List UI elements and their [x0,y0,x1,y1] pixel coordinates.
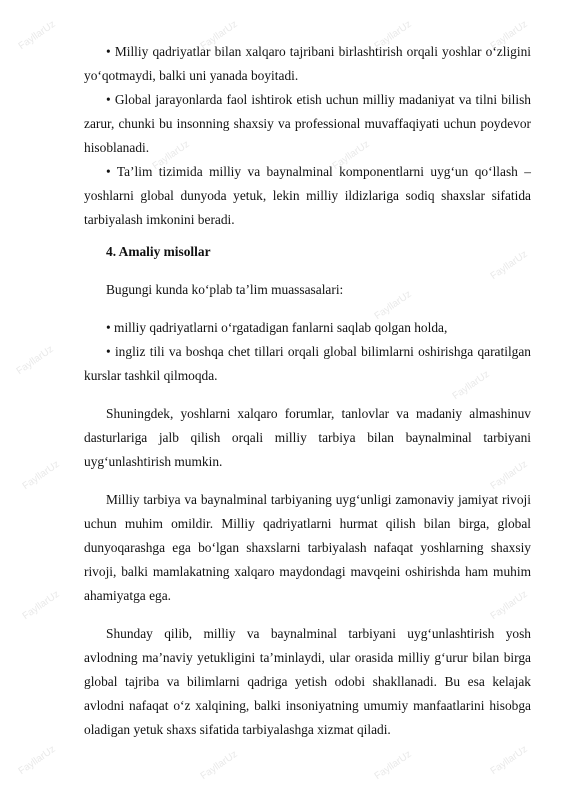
watermark: FayllarUz [16,743,58,778]
watermark: FayllarUz [488,743,530,778]
watermark: FayllarUz [14,343,56,378]
watermark: FayllarUz [488,458,530,493]
section-heading: 4. Amaliy misollar [106,244,211,259]
body-paragraph: Shuningdek, yoshlarni xalqaro forumlar, tanlovlar va madaniy almashinuv dasturlariga jalb qilish orqali milliy tarbiya bilan baynalminal tarbiyani uyg‘unlashtirish mumkin. [84,406,531,469]
bullet-paragraph: • Milliy qadriyatlar bilan xalqaro tajribani birlashtirish orqali yoshlar o‘zligini yo‘qotmaydi, balki uni yanada boyitadi. [84,44,531,83]
watermark: FayllarUz [330,138,372,173]
body-paragraph: Shunday qilib, milliy va baynalminal tarbiyani uyg‘unlashtirish yosh avlodning ma’naviy yetukligini ta’minlaydi, ular orasida milliy g‘urur bilan birga global tajriba va bilimlarni qadriga yetish odobi shakllanadi. Bu esa kelajak avlodni nafaqat o‘z xalqining, balki insoniyatning umumiy manfaatlarini hisobga oladigan yetuk shaxs sifatida tarbiyalashga xizmat qiladi. [84,626,531,737]
watermark: FayllarUz [488,18,530,53]
list-item: • ingliz tili va boshqa chet tillari orqali global bilimlarni oshirishga qaratilgan kurslar tashkil qilmoqda. [84,344,531,383]
watermark: FayllarUz [488,588,530,623]
watermark: FayllarUz [372,748,414,783]
watermark: FayllarUz [16,18,58,53]
watermark: FayllarUz [450,368,492,403]
bullet-paragraph: • Ta’lim tizimida milliy va baynalminal komponentlarni uyg‘un qo‘llash – yoshlarni global dunyoda yetuk, lekin milliy ildizlariga sodiq shaxslar sifatida tarbiyalash imkonini beradi. [84,164,531,227]
watermark: FayllarUz [20,588,62,623]
watermark: FayllarUz [372,18,414,53]
watermark: FayllarUz [198,18,240,53]
list-item: • milliy qadriyatlarni o‘rgatadigan fanlarni saqlab qolgan holda, [106,320,448,335]
bullet-paragraph: • Global jarayonlarda faol ishtirok etish uchun milliy madaniyat va tilni bilish zarur, chunki bu insonning shaxsiy va professional muvaffaqiyati uchun poydevor hisoblanadi. [84,92,531,155]
watermark: FayllarUz [372,288,414,323]
watermark: FayllarUz [198,748,240,783]
watermark: FayllarUz [488,248,530,283]
page-body [84,40,531,742]
body-paragraph: Milliy tarbiya va baynalminal tarbiyaning uyg‘unligi zamonaviy jamiyat rivoji uchun muhim omildir. Milliy qadriyatlarni hurmat qilish bilan birga, global dunyoqarashga ega bo‘lgan shaxslarni tarbiyalash nafaqat yoshlarning shaxsiy rivoji, balki mamlakatning xalqaro maydondagi mavqeini oshirishda ham muhim ahamiyatga ega. [84,492,531,603]
watermark: FayllarUz [20,458,62,493]
intro-paragraph: Bugungi kunda ko‘plab ta’lim muassasalari: [106,282,344,297]
watermark: FayllarUz [150,138,192,173]
